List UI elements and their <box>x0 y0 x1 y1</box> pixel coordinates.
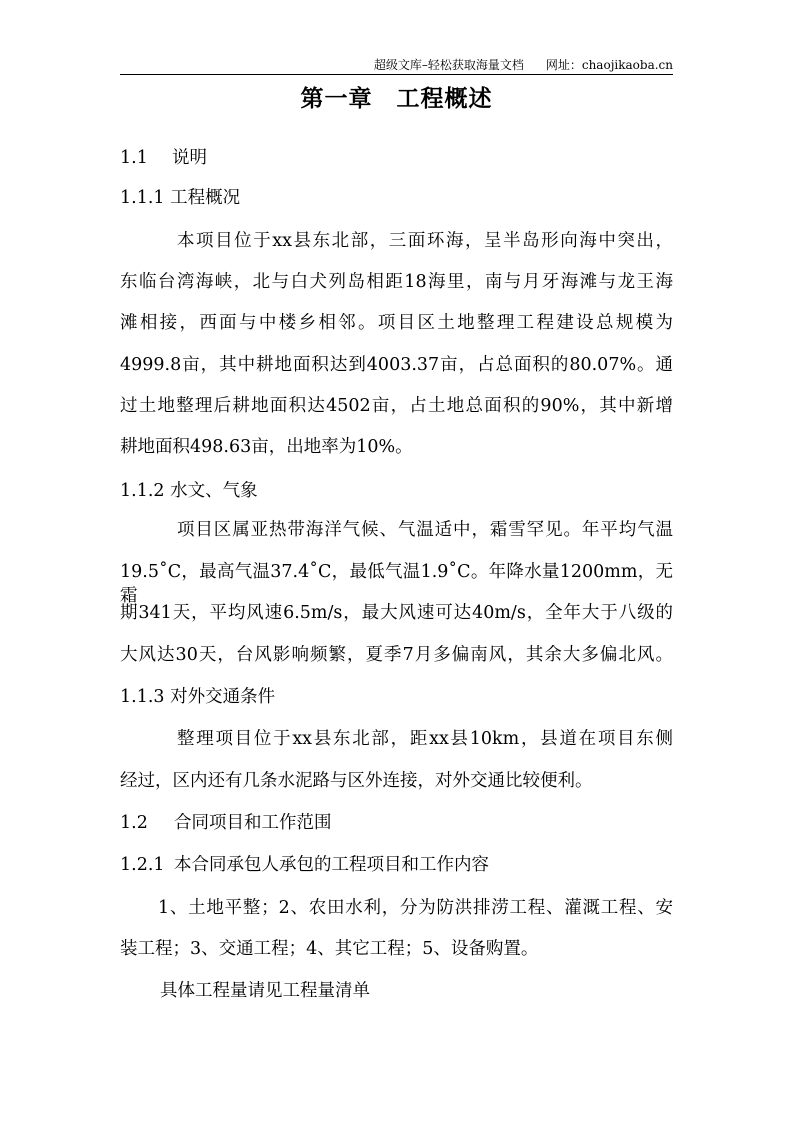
paragraph-line: 经过，区内还有几条水泥路与区外连接，对外交通比较便利。 <box>120 771 593 791</box>
paragraph-line: 项目区属亚热带海洋气候、气温适中，霜雪罕见。年平均气温 <box>177 520 673 540</box>
section-label: 本合同承包人承包的工程项目和工作内容 <box>174 855 489 875</box>
paragraph-line: 1、土地平整；2、农田水利，分为防洪排涝工程、灌溉工程、安 <box>158 898 673 918</box>
section-1-1-heading <box>120 146 673 170</box>
section-number: 1.2 <box>120 813 148 833</box>
paragraph-line: 东临台湾海峡，北与白犬列岛相距18海里，南与月牙海滩与龙王海 <box>120 272 673 292</box>
section-label: 合同项目和工作范围 <box>174 813 332 833</box>
paragraph-line: 期341天，平均风速6.5m/s，最大风速可达40m/s，全年大于八级的 <box>120 603 673 623</box>
section-1-1-3-heading: 1.1.3 对外交通条件 <box>120 687 276 707</box>
paragraph-line: 整理项目位于xx县东北部，距xx县10km，县道在项目东侧 <box>177 729 673 749</box>
section-1-1-2-heading: 1.1.2 水文、气象 <box>120 481 258 501</box>
section-1-2-1-heading <box>120 853 673 877</box>
paragraph-line: 装工程；3、交通工程；4、其它工程；5、设备购置。 <box>120 939 539 959</box>
chapter-title: 第一章 工程概述 <box>300 85 493 112</box>
section-label: 说明 <box>172 148 207 168</box>
header-rule <box>120 74 673 75</box>
header-library-text: 超级文库–轻松获取海量文档 <box>373 58 524 72</box>
paragraph-note: 具体工程量请见工程量清单 <box>160 981 370 1001</box>
paragraph-line: 19.5˚C，最高气温37.4˚C，最低气温1.9˚C。年降水量1200mm，无霜 <box>120 562 673 606</box>
paragraph-line: 过土地整理后耕地面积达4502亩，占土地总面积的90%，其中新增 <box>120 396 673 416</box>
section-1-2-heading <box>120 811 673 835</box>
paragraph-line: 本项目位于xx县东北部，三面环海，呈半岛形向海中突出， <box>177 231 673 251</box>
paragraph-line: 滩相接，西面与中楼乡相邻。项目区土地整理工程建设总规模为 <box>120 313 673 333</box>
header-site-text: 网址：chaojikaoba.cn <box>545 58 673 72</box>
section-number: 1.1 <box>120 148 148 168</box>
section-number: 1.2.1 <box>120 855 165 875</box>
paragraph-line: 4999.8亩，其中耕地面积达到4003.37亩，占总面积的80.07%。通 <box>120 355 673 375</box>
page-header <box>120 56 673 73</box>
section-1-1-1-heading: 1.1.1 工程概况 <box>120 188 241 208</box>
paragraph-line: 大风达30天，台风影响频繁，夏季7月多偏南风，其余大多偏北风。 <box>120 645 673 665</box>
paragraph-line: 耕地面积498.63亩，出地率为10%。 <box>120 437 413 457</box>
